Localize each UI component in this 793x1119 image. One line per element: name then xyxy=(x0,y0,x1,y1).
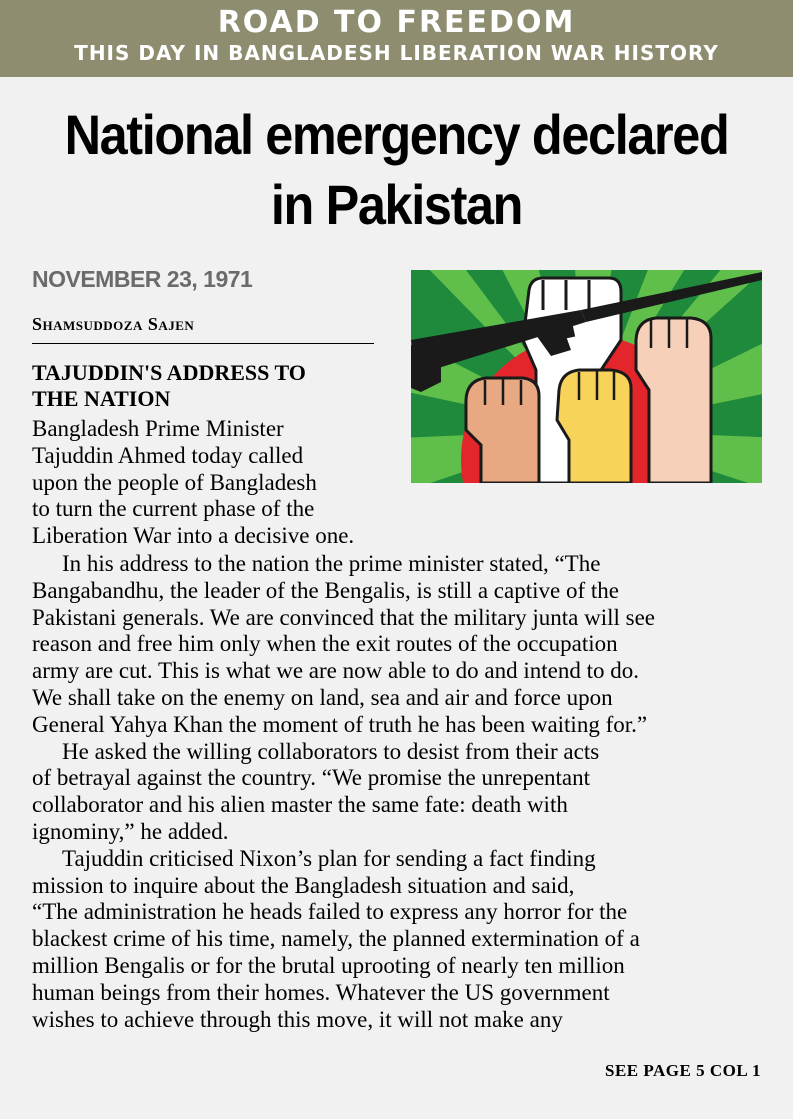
intro-line: Liberation War into a decisive one. xyxy=(32,523,355,549)
body-line: million Bengalis or for the brutal uprooting of nearly ten million xyxy=(32,952,625,978)
body-line: collaborator and his alien master the same fate: death with xyxy=(32,792,568,818)
subhead xyxy=(32,360,372,412)
body-line: “The administration he heads failed to express any horror for the xyxy=(32,899,628,925)
body-line: Bangabandhu, the leader of the Bengalis, is still a captive of the xyxy=(32,577,619,603)
body-line: We shall take on the enemy on land, sea and air and force upon xyxy=(32,684,613,710)
body-line: Pakistani generals. We are convinced that the military junta will see xyxy=(32,604,655,630)
byline-rule xyxy=(32,343,374,344)
banner-title: ROAD TO FREEDOM xyxy=(217,5,576,40)
intro-line: Bangladesh Prime Minister xyxy=(32,416,284,441)
subhead-line-2: THE NATION xyxy=(32,386,171,411)
raised-fists-rifle-icon xyxy=(411,270,762,483)
article-body xyxy=(32,551,772,1033)
headline xyxy=(58,100,736,240)
byline: Shamsuddoza Sajen xyxy=(32,314,195,334)
body-line: General Yahya Khan the moment of truth he has been waiting for.” xyxy=(32,711,648,737)
body-line: blackest crime of his time, namely, the planned extermination of a xyxy=(32,926,640,952)
intro-line: Tajuddin Ahmed today called xyxy=(32,442,304,468)
body-line: mission to inquire about the Bangladesh situation and said, xyxy=(32,872,575,898)
intro-line: to turn the current phase of the xyxy=(32,496,315,522)
body-line: Tajuddin criticised Nixon’s plan for sending a fact finding xyxy=(62,845,596,871)
body-line: In his address to the nation the prime minister stated, “The xyxy=(62,551,601,576)
body-line: reason and free him only when the exit routes of the occupation xyxy=(32,631,618,657)
headline-line-2: in Pakistan xyxy=(270,173,523,236)
intro-line: upon the people of Bangladesh xyxy=(32,469,317,495)
banner-subtitle: THIS DAY IN BANGLADESH LIBERATION WAR HISTORY xyxy=(74,41,719,65)
body-line: human beings from their homes. Whatever the US government xyxy=(32,979,610,1005)
section-banner xyxy=(0,0,793,77)
body-line: of betrayal against the country. “We promise the unrepentant xyxy=(32,765,591,791)
dateline: NOVEMBER 23, 1971 xyxy=(32,266,253,292)
subhead-line-1: TAJUDDIN'S ADDRESS TO xyxy=(32,360,306,385)
body-line: army are cut. This is what we are now able to do and intend to do. xyxy=(32,658,639,684)
body-line: ignominy,” he added. xyxy=(32,818,229,844)
body-line: wishes to achieve through this move, it will not make any xyxy=(32,1006,563,1032)
intro-paragraph xyxy=(32,416,412,550)
body-line: He asked the willing collaborators to desist from their acts xyxy=(62,738,600,764)
continuation-note: SEE PAGE 5 COL 1 xyxy=(605,1061,761,1080)
headline-line-1: National emergency declared xyxy=(64,103,729,166)
